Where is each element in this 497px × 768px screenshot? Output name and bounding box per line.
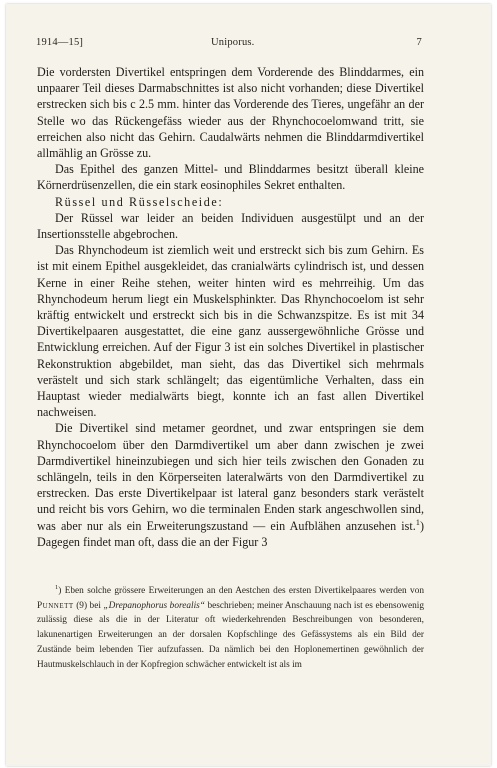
footnote-text-end: beschrieben; meiner Anschauung nach ist es ebensowenig zulässig diese als die in der Literatur oft wiederkehrenden Beschreibungen von besonderen, lakunenartigen Erweiterungen an der dorsalen Kopfschlinge des Gefässystems als ein Bild der Zustände beim lebenden Tier aufzufassen. Da nämlich bei den Hoplonemertinen gewöhnlich der Hautmuskelschlauch in der Kopfregion schwächer entwickelt ist als im [37,600,424,670]
paragraph-text-end: ) Dagegen findet man oft, dass die an der Figur 3 [37,518,424,549]
footnote-citation: (9) bei [73,600,104,611]
footnote-author: Punnett [37,600,74,611]
header-title: Uniporus. [211,37,255,48]
footnote-reference: 1 [415,516,420,527]
footnote-text-start: ) Eben solche grössere Erweiterungen an den Aestchen des ersten Divertikelpaares werden von [58,586,424,596]
paragraph-metameric-diverticula [37,420,424,550]
page-number: 7 [416,37,422,48]
paragraph-epithelium: Das Epithel des ganzen Mittel- und Blinddarmes besitzt überall kleine Körnerdrüsenzellen, die ein stark eosinophiles Sekret enthalten. [37,162,424,193]
footnote [37,584,424,672]
paragraph-diverticula-origin: Die vordersten Divertikel entspringen dem Vorderende des Blinddarmes, ein unpaarer Teil dieses Darmabschnittes ist also nicht vorhanden; diese Divertikel erstrecken sich bis c 2.5 mm. hinter das Vorderende des Tieres, ungefähr an der Stelle wo das Rückengefäss wieder aus der Rhynchocoelomwand tritt, sie erreichen also nicht das Gehirn. Caudalwärts nehmen die Blinddarmdivertikel allmählig an Grösse zu. [37,65,424,161]
paragraph-proboscis: Der Rüssel war leider an beiden Individuen ausgestülpt und an der Insertionsstelle abgebrochen. [37,210,424,242]
running-header [36,37,422,51]
header-year-range: 1914—15] [36,37,84,48]
paragraph-text: Die Divertikel sind metamer geordnet, und zwar entspringen sie dem Rhynchocoelom über den Darmdivertikel um aber dann zwischen je zwei Darmdivertikel hineinzubiegen und sich hier teils zwischen den Gonaden zu schlängeln, teils in den Körperseiten lateralwärts von den Darmdivertikel zu erstrecken. Das erste Divertikelpaar ist lateral ganz besonders stark verästelt und reicht bis vors Gehirn, wo die terminalen Enden stark angeschwollen sind, was aber nur als ein Erweiterungszustand — ein Aufblähen anzusehen ist. [37,421,424,533]
footnote-species-name: „Drepanophorus borealis“ [103,600,205,611]
section-heading: Rüssel und Rüsselscheide: [55,194,224,209]
paragraph-rhynchodeum: Das Rhynchodeum ist ziemlich weit und erstreckt sich bis zum Gehirn. Es ist mit einem Epithel ausgekleidet, das cranialwärts cylindrisch ist, und dessen Kerne in einer Reihe stehen, weiter hinten wird es mehrreihig. Um das Rhynchodeum herum liegt ein Muskelsphinkter. Das Rhynchocoelom ist sehr kräftig entwickelt und erstreckt sich bis in die Schwanzspitze. Es ist mit 34 Divertikelpaaren ausgestattet, die eine ganz aussergewöhnliche Grösse und Entwicklung erreichen. Auf der Figur 3 ist ein solches Divertikel in plastischer Rekonstruktion abgebildet, man sieht, das das Divertikel sich mehrmals verästelt und sich stark schlängelt; das eigentümliche Verhalten, dass ein Hauptast wieder medialwärts biegt, konnte ich an fast allen Divertikel nachweisen. [37,243,424,420]
footnote-text [37,584,424,672]
footnote-marker: 1 [55,583,59,591]
page [6,4,491,766]
body-text [37,64,424,550]
